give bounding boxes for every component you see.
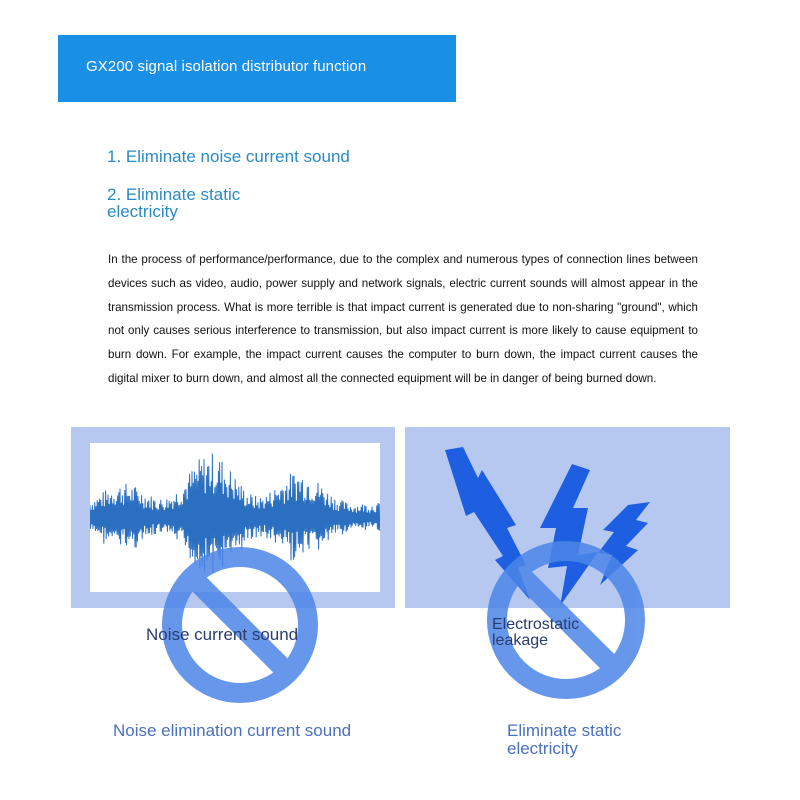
description-paragraph: In the process of performance/performance, due to the complex and numerous types of connection lines between devices such as video, audio, power supply and network signals, electric current sounds will almost appear in the transmission process. What is more terrible is that impact current is generated due to non-sharing "ground", which not only causes serious interference to transmission, but also impact current is more likely to cause equipment to burn down. For example, the impact current causes the computer to burn down, the impact current causes the digital mixer to burn down, and almost all the connected equipment will be in danger of being burned down.: [108, 253, 698, 385]
noise-elimination-caption: Noise elimination current sound: [113, 721, 352, 740]
static-elimination-caption: Eliminate static electricity: [507, 721, 622, 758]
noise-current-label: Noise current sound: [146, 625, 299, 644]
feature-point-noise: 1. Eliminate noise current sound: [107, 147, 350, 166]
electrostatic-leakage-label: Electrostatic leakage: [492, 616, 580, 649]
banner-title: GX200 signal isolation distributor function: [86, 58, 367, 75]
feature-point-static: 2. Eliminate static electricity: [107, 185, 241, 221]
